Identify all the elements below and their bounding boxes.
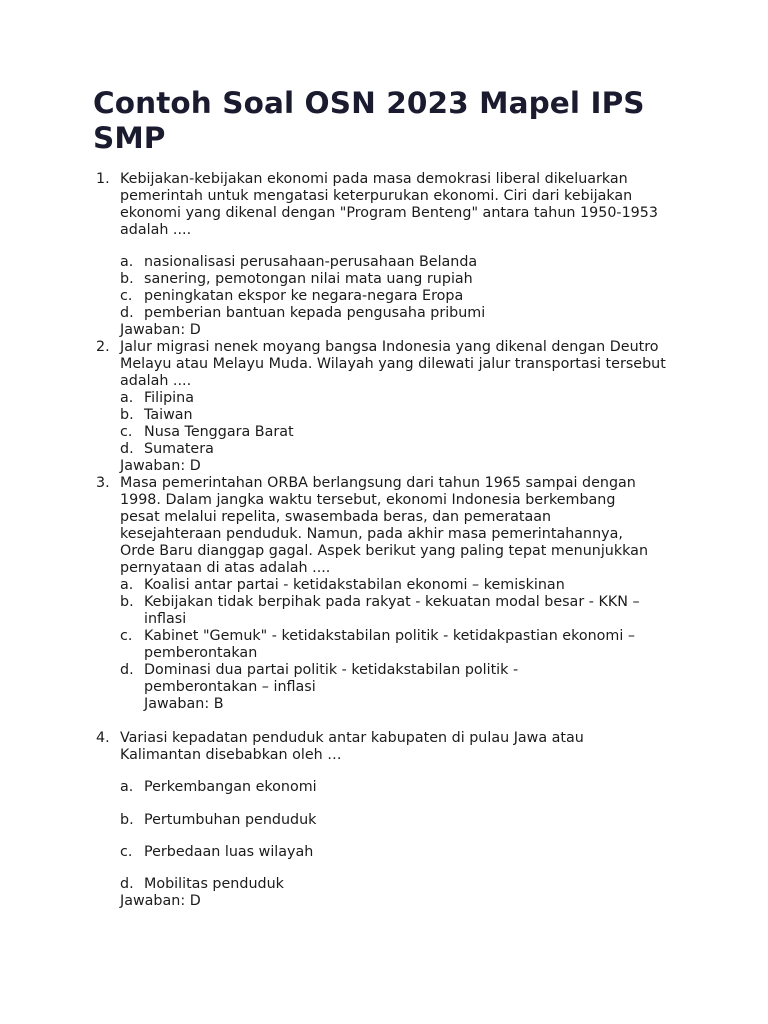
answer-text: Jawaban: D <box>120 322 201 338</box>
option-text: Mobilitas penduduk <box>144 876 284 892</box>
option-text: Perbedaan luas wilayah <box>144 844 314 860</box>
option-text: Filipina <box>144 390 194 406</box>
option-label: b. <box>120 271 134 287</box>
option-text: Dominasi dua partai politik - ketidakstabilan politik - pemberontakan – inflasi <box>144 662 519 695</box>
option-label: c. <box>120 424 133 440</box>
page-title: Contoh Soal OSN 2023 Mapel IPS SMP <box>93 86 645 155</box>
question-number: 3. <box>96 475 110 491</box>
option-label: b. <box>120 407 134 423</box>
option-text: Kebijakan tidak berpihak pada rakyat - kekuatan modal besar - KKN – inflasi <box>144 594 640 627</box>
option-label: b. <box>120 594 134 610</box>
option-text: Perkembangan ekonomi <box>144 779 317 795</box>
question-text: Masa pemerintahan ORBA berlangsung dari tahun 1965 sampai dengan 1998. Dalam jangka waktu tersebut, ekonomi Indonesia berkembang pesat melalui repelita, swasembada beras, dan pemerataan kesejahteraan penduduk. Namun, pada akhir masa pemerintahannya, Orde Baru dianggap gagal. Aspek berikut yang paling tepat menunjukkan pernyataan di atas adalah .... <box>120 475 649 576</box>
answer-text: Jawaban: B <box>144 696 224 712</box>
answer-text: Jawaban: D <box>120 458 201 474</box>
question-number: 1. <box>96 171 110 187</box>
question-text: Kebijakan-kebijakan ekonomi pada masa demokrasi liberal dikeluarkan pemerintah untuk mengatasi keterpurukan ekonomi. Ciri dari kebijakan ekonomi yang dikenal dengan "Program Benteng" antara tahun 1950-1953 adalah .... <box>120 171 658 238</box>
option-label: a. <box>120 577 134 593</box>
question-text: Variasi kepadatan penduduk antar kabupaten di pulau Jawa atau Kalimantan disebabkan oleh … <box>120 730 584 763</box>
option-text: peningkatan ekspor ke negara-negara Eropa <box>144 288 464 304</box>
option-label: d. <box>120 662 134 678</box>
option-label: a. <box>120 254 134 270</box>
option-text: pemberian bantuan kepada pengusaha pribumi <box>144 305 486 321</box>
option-text: Taiwan <box>144 407 193 423</box>
question-text: Jalur migrasi nenek moyang bangsa Indonesia yang dikenal dengan Deutro Melayu atau Melayu Muda. Wilayah yang dilewati jalur transportasi tersebut adalah .... <box>120 339 666 389</box>
question-number: 4. <box>96 730 110 746</box>
option-text: Pertumbuhan penduduk <box>144 812 317 828</box>
option-label: c. <box>120 288 133 304</box>
option-label: d. <box>120 876 134 892</box>
option-label: b. <box>120 812 134 828</box>
option-text: Sumatera <box>144 441 214 457</box>
option-text: Koalisi antar partai - ketidakstabilan ekonomi – kemiskinan <box>144 577 565 593</box>
question-number: 2. <box>96 339 110 355</box>
option-label: a. <box>120 779 134 795</box>
option-label: c. <box>120 844 133 860</box>
option-text: Nusa Tenggara Barat <box>144 424 294 440</box>
option-text: sanering, pemotongan nilai mata uang rupiah <box>144 271 473 287</box>
option-label: d. <box>120 305 134 321</box>
option-label: c. <box>120 628 133 644</box>
option-text: nasionalisasi perusahaan-perusahaan Belanda <box>144 254 478 270</box>
option-text: Kabinet "Gemuk" - ketidakstabilan politik - ketidakpastian ekonomi – pemberontakan <box>144 628 636 661</box>
option-label: d. <box>120 441 134 457</box>
option-label: a. <box>120 390 134 406</box>
answer-text: Jawaban: D <box>120 893 201 909</box>
